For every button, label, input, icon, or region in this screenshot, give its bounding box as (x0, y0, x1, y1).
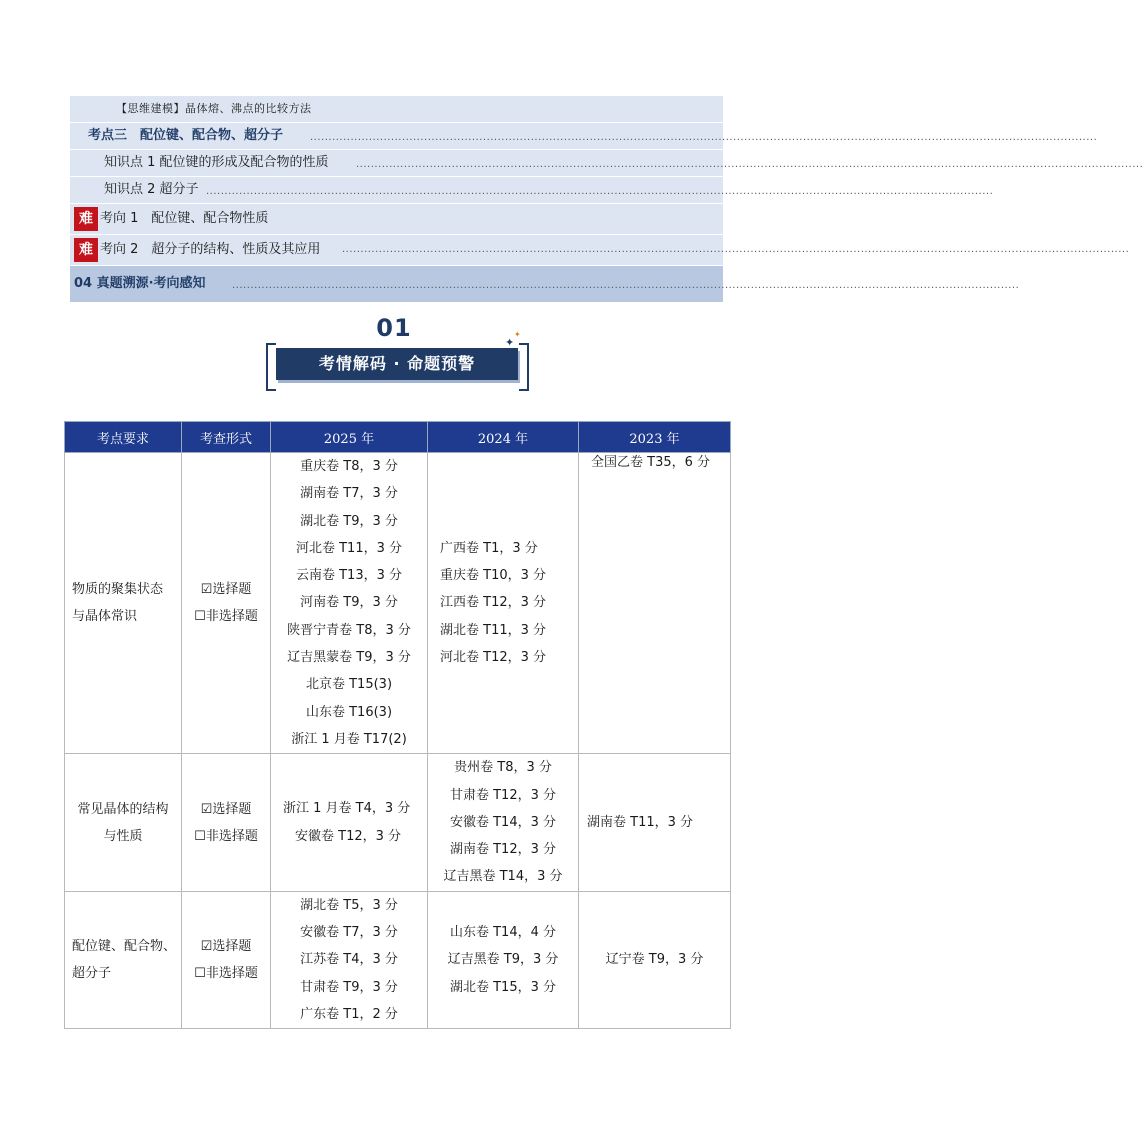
toc-item-section-4[interactable] (70, 266, 1020, 302)
list-item: 北京卷 T15(3) (305, 677, 393, 693)
table-row (65, 891, 731, 1028)
header-2024: 2024 年 (428, 422, 579, 453)
table-of-contents (70, 96, 1143, 302)
header-form: 考查形式 (182, 422, 271, 453)
year-2024-cell (428, 754, 579, 891)
toc-item-label: 04 真题溯源·考向感知 (74, 276, 206, 291)
year-2025-cell (271, 891, 428, 1028)
table-row (65, 453, 731, 754)
requirement-cell (65, 453, 182, 754)
list-item: 湖北卷 T5，3 分 (300, 897, 398, 913)
section-number: 01 (376, 314, 412, 342)
list-item: 重庆卷 T8，3 分 (300, 459, 398, 474)
toc-item-label: 考向 1 配位键、配合物性质 (100, 211, 269, 226)
list-item: 河南卷 T9，3 分 (300, 595, 398, 611)
list-item: 辽宁卷 T9，3 分 (605, 952, 704, 968)
year-2025-cell (271, 754, 428, 891)
toc-leader-dots: ...................................................................................................................................................................................................................... (356, 159, 1143, 170)
list-item: 河北卷 T11，3 分 (295, 540, 403, 556)
exam-list (579, 449, 730, 476)
year-2023-cell (579, 754, 731, 891)
year-2023-cell (579, 891, 731, 1028)
requirement-line: 与性质 (103, 828, 143, 844)
requirement-line: 配位键、配合物、 (72, 938, 177, 954)
toc-item-direction-1[interactable] (70, 204, 723, 235)
list-item: 安徽卷 T14，3 分 (449, 814, 557, 830)
requirement-line: 物质的聚集状态 (72, 582, 164, 598)
toc-item-topic-3[interactable] (70, 123, 1098, 150)
sparkle-icon: ✦ (514, 330, 521, 339)
list-item: 云南卷 T13，3 分 (295, 568, 403, 584)
exam-list (428, 535, 578, 671)
year-2025-cell (271, 453, 428, 754)
toc-leader-dots: ...................................................................................................................................................................................................................... (342, 244, 1130, 255)
choice-checkbox-checked: ☑选择题 (200, 938, 252, 954)
toc-item-knowledge-2[interactable] (70, 177, 994, 204)
list-item: 湖北卷 T9，3 分 (300, 513, 398, 529)
toc-item-direction-2[interactable] (70, 235, 1130, 266)
toc-item-label: 【思维建模】晶体熔、沸点的比较方法 (116, 102, 312, 115)
choice-checkbox-checked: ☑选择题 (200, 582, 252, 598)
header-2025: 2025 年 (271, 422, 428, 453)
toc-item-knowledge-1[interactable] (70, 150, 1143, 177)
nonchoice-checkbox-unchecked: ☐非选择题 (194, 828, 258, 844)
requirement-line: 超分子 (72, 965, 112, 981)
section-title: 考情解码 · 命题预警 (276, 348, 518, 380)
toc-item-thinking-model[interactable] (70, 96, 723, 123)
exam-list (579, 946, 730, 973)
nonchoice-checkbox-unchecked: ☐非选择题 (194, 965, 258, 981)
form-cell (182, 891, 271, 1028)
header-2023: 2023 年 (579, 422, 731, 453)
difficulty-badge: 难 (74, 207, 98, 231)
table-header-row (65, 422, 731, 453)
list-item: 安徽卷 T7，3 分 (300, 925, 398, 941)
exam-list (579, 809, 730, 836)
form-cell (182, 453, 271, 754)
list-item: 甘肃卷 T9，3 分 (300, 979, 398, 995)
list-item: 湖北卷 T15，3 分 (449, 979, 557, 995)
list-item: 安徽卷 T12，3 分 (295, 828, 402, 844)
requirement-line: 与晶体常识 (72, 609, 138, 625)
bracket-right-decoration (519, 343, 529, 391)
form-cell (182, 754, 271, 891)
list-item: 全国乙卷 T35，6 分 (591, 455, 711, 470)
list-item: 浙江 1 月卷 T4，3 分 (283, 801, 411, 817)
list-item: 广东卷 T1，2 分 (300, 1006, 398, 1022)
list-item: 湖南卷 T7，3 分 (300, 486, 398, 502)
toc-item-label: 考点三 配位键、配合物、超分子 (88, 128, 284, 143)
list-item: 湖南卷 T11，3 分 (587, 814, 694, 830)
exam-analysis-table (64, 421, 731, 1029)
requirement-cell (65, 754, 182, 891)
list-item: 陕晋宁青卷 T8，3 分 (287, 622, 411, 638)
list-item: 甘肃卷 T12，3 分 (449, 787, 557, 803)
nonchoice-checkbox-unchecked: ☐非选择题 (194, 609, 258, 625)
toc-item-label: 知识点 2 超分子 (104, 182, 199, 197)
list-item: 江西卷 T12，3 分 (440, 595, 547, 611)
exam-list (428, 919, 578, 1001)
toc-leader-dots: ...................................................................................................................................................................................................................... (310, 132, 1098, 143)
list-item: 河北卷 T12，3 分 (440, 650, 547, 666)
list-item: 贵州卷 T8，3 分 (454, 760, 552, 776)
choice-checkbox-checked: ☑选择题 (200, 801, 252, 817)
list-item: 湖北卷 T11，3 分 (440, 622, 547, 638)
exam-list (271, 892, 427, 1028)
list-item: 山东卷 T14，4 分 (449, 925, 557, 941)
year-2024-cell (428, 453, 579, 754)
list-item: 湖南卷 T12，3 分 (449, 842, 557, 858)
table-row (65, 754, 731, 891)
toc-item-label: 考向 2 超分子的结构、性质及其应用 (100, 242, 321, 257)
toc-item-label: 知识点 1 配位键的形成及配合物的性质 (104, 155, 329, 170)
list-item: 广西卷 T1，3 分 (440, 540, 538, 556)
requirement-line: 常见晶体的结构 (77, 801, 169, 817)
exam-list (428, 754, 578, 890)
sparkle-icon: ✦ (505, 336, 515, 349)
list-item: 重庆卷 T10，3 分 (440, 568, 547, 584)
difficulty-badge: 难 (74, 238, 98, 262)
toc-leader-dots: ...................................................................................................................................................................................................................... (206, 186, 994, 197)
exam-list (271, 453, 427, 753)
requirement-cell (65, 891, 182, 1028)
list-item: 江苏卷 T4，3 分 (300, 952, 398, 968)
list-item: 浙江 1 月卷 T17(2) (291, 731, 407, 747)
list-item: 辽吉黑蒙卷 T9，3 分 (287, 650, 411, 666)
year-2023-cell (579, 453, 731, 754)
header-requirement: 考点要求 (65, 422, 182, 453)
list-item: 辽吉黑卷 T14，3 分 (443, 869, 563, 885)
toc-leader-dots: ...................................................................................................................................................................................................................... (232, 280, 1020, 291)
list-item: 辽吉黑卷 T9，3 分 (447, 952, 559, 968)
exam-list (271, 795, 427, 850)
bracket-left-decoration (266, 343, 276, 391)
year-2024-cell (428, 891, 579, 1028)
list-item: 山东卷 T16(3) (305, 704, 393, 720)
